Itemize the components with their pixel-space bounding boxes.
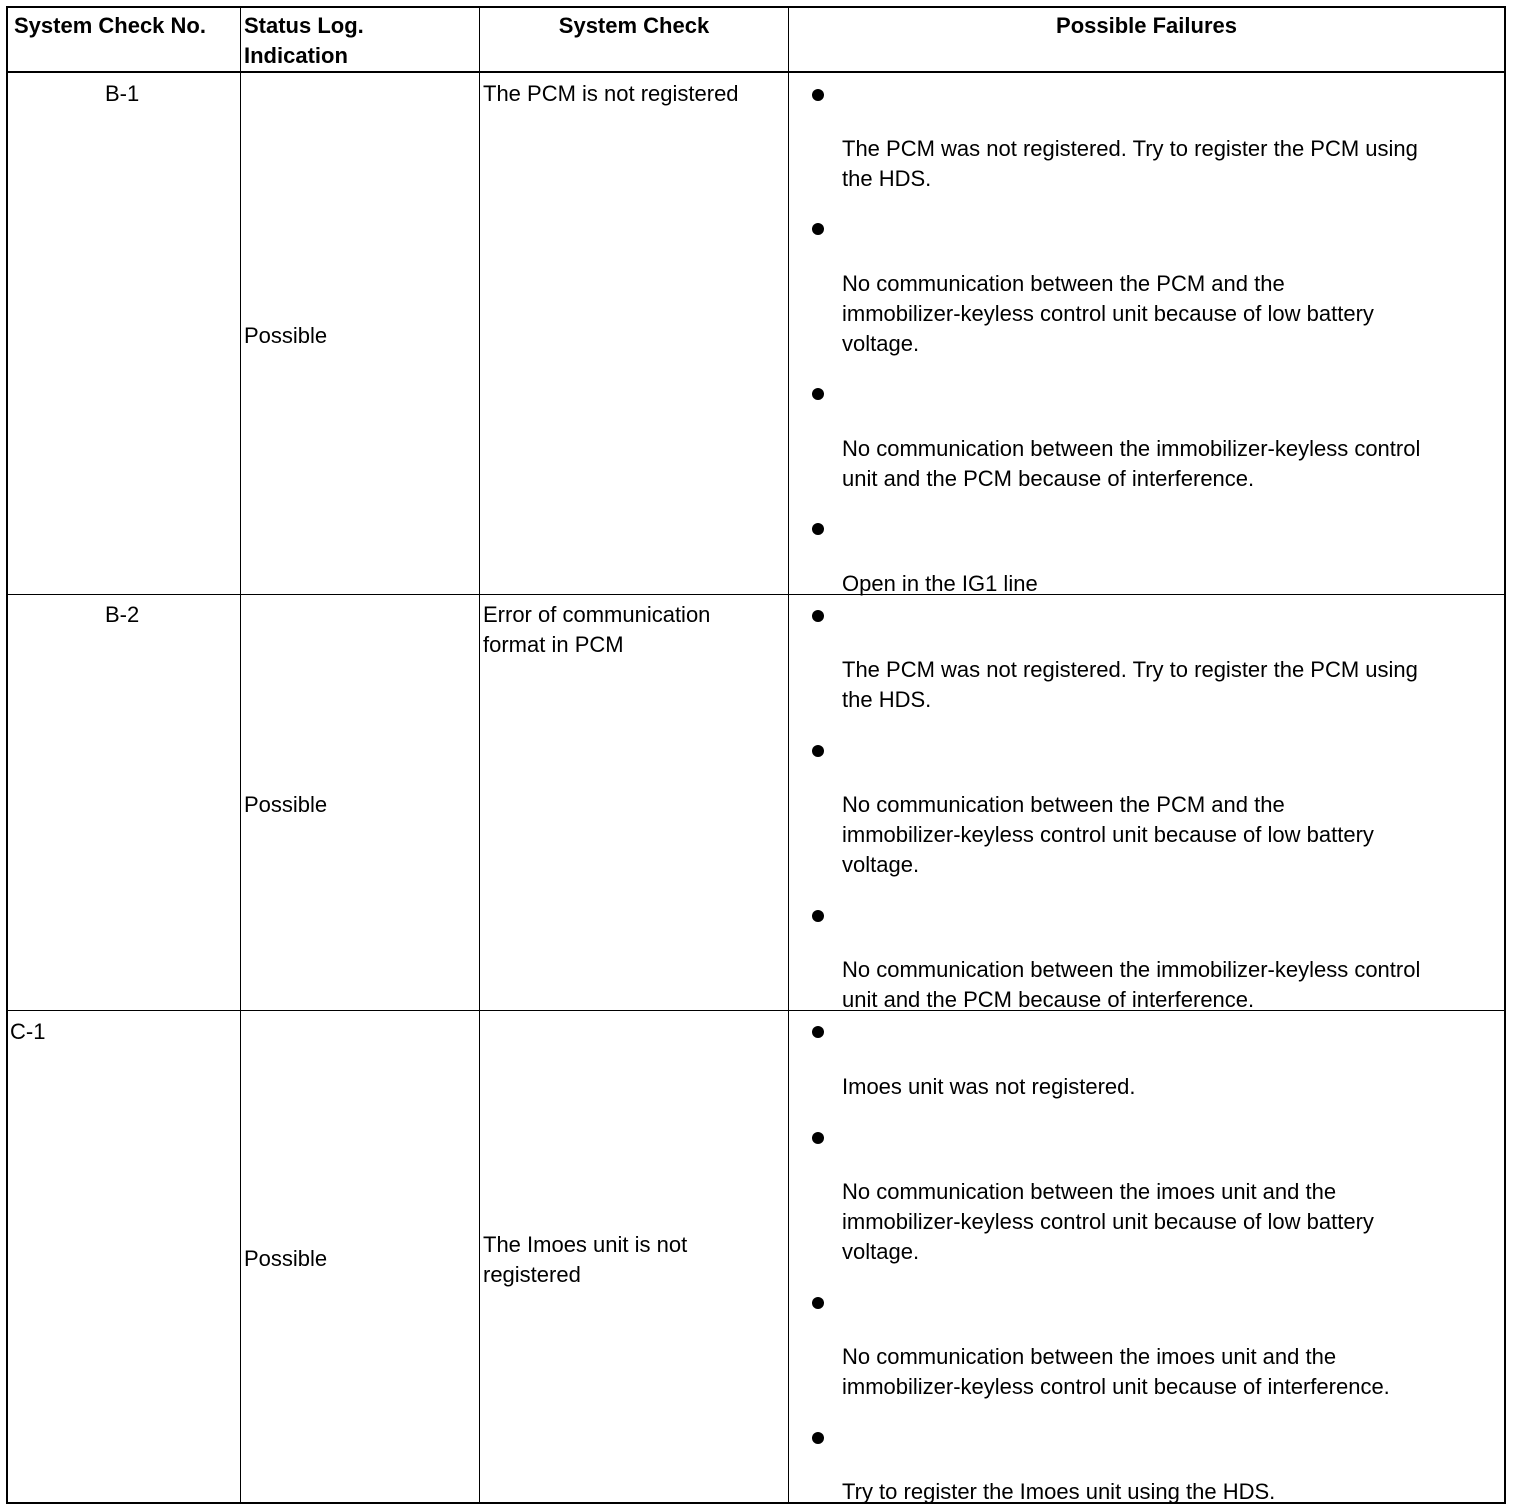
row-b2-failure-3-line-2: unit and the PCM because of interference. (842, 987, 1255, 1012)
row-c1-check-line-1: The Imoes unit is not (483, 1232, 688, 1257)
row-b1-failure-4-line-1: Open in the IG1 line (842, 571, 1038, 596)
row-b2-failure-2-line-1: No communication between the PCM and the (842, 792, 1285, 817)
header-possible-failures: Possible Failures (1056, 13, 1237, 38)
row-b1-status: Possible (244, 323, 328, 348)
row-b2-status: Possible (244, 792, 328, 817)
bullet-icon (812, 89, 824, 101)
bullet-icon (812, 388, 824, 400)
system-check-table (6, 6, 1506, 1504)
row-b1-failure-2-line-3: voltage. (842, 331, 920, 356)
col-divider-3 (788, 8, 789, 1502)
row-b1-failure-1-line-1: The PCM was not registered. Try to register the PCM using (842, 136, 1418, 161)
row-b1-number: B-1 (105, 81, 140, 106)
bullet-icon (812, 523, 824, 535)
row-b2-failure-1-line-2: the HDS. (842, 687, 932, 712)
bullet-icon (812, 910, 824, 922)
row-c1-failure-4-line-1: Try to register the Imoes unit using the HDS. (842, 1479, 1276, 1504)
row-b2-failure-2-line-2: immobilizer-keyless control unit because of low battery (842, 822, 1374, 847)
bullet-icon (812, 610, 824, 622)
row-c1-failure-2-line-3: voltage. (842, 1239, 920, 1264)
header-status-log: Status Log. (244, 13, 364, 38)
bullet-icon (812, 1432, 824, 1444)
bullet-icon (812, 1132, 824, 1144)
row-b1-failure-3-line-2: unit and the PCM because of interference. (842, 466, 1255, 491)
bullet-icon (812, 1297, 824, 1309)
row-b2-failure-1-line-1: The PCM was not registered. Try to register the PCM using (842, 657, 1418, 682)
header-indication: Indication (244, 43, 348, 68)
row-b1-failure-2-line-1: No communication between the PCM and the (842, 271, 1285, 296)
row-b2-number: B-2 (105, 602, 140, 627)
row-b1-failure-3-line-1: No communication between the immobilizer-keyless control (842, 436, 1421, 461)
bullet-icon (812, 223, 824, 235)
header-system-check: System Check (558, 13, 710, 38)
row-b2-check-line-2: format in PCM (483, 632, 624, 657)
row-c1-failure-3-line-2: immobilizer-keyless control unit because of interference. (842, 1374, 1390, 1399)
row-c1-failure-1-line-1: Imoes unit was not registered. (842, 1074, 1136, 1099)
bullet-icon (812, 1026, 824, 1038)
row-b1-failure-1-line-2: the HDS. (842, 166, 932, 191)
row-c1-status: Possible (244, 1246, 328, 1271)
row-c1-failure-2-line-1: No communication between the imoes unit and the (842, 1179, 1337, 1204)
row-c1-failure-3-line-1: No communication between the imoes unit and the (842, 1344, 1337, 1369)
col-divider-1 (240, 8, 241, 1502)
row-c1-number: C-1 (10, 1019, 46, 1044)
row-divider-1 (8, 594, 1504, 595)
row-c1-check-line-2: registered (483, 1262, 581, 1287)
header-system-check-no: System Check No. (14, 13, 206, 38)
row-b2-failure-2-line-3: voltage. (842, 852, 920, 877)
row-b1-check: The PCM is not registered (483, 81, 739, 106)
row-c1-failure-2-line-2: immobilizer-keyless control unit because of low battery (842, 1209, 1374, 1234)
row-b1-failure-2-line-2: immobilizer-keyless control unit because of low battery (842, 301, 1374, 326)
row-b2-check-line-1: Error of communication (483, 602, 711, 627)
header-divider (8, 71, 1504, 73)
bullet-icon (812, 745, 824, 757)
row-divider-2 (8, 1010, 1504, 1011)
col-divider-2 (479, 8, 480, 1502)
row-b2-failure-3-line-1: No communication between the immobilizer-keyless control (842, 957, 1421, 982)
